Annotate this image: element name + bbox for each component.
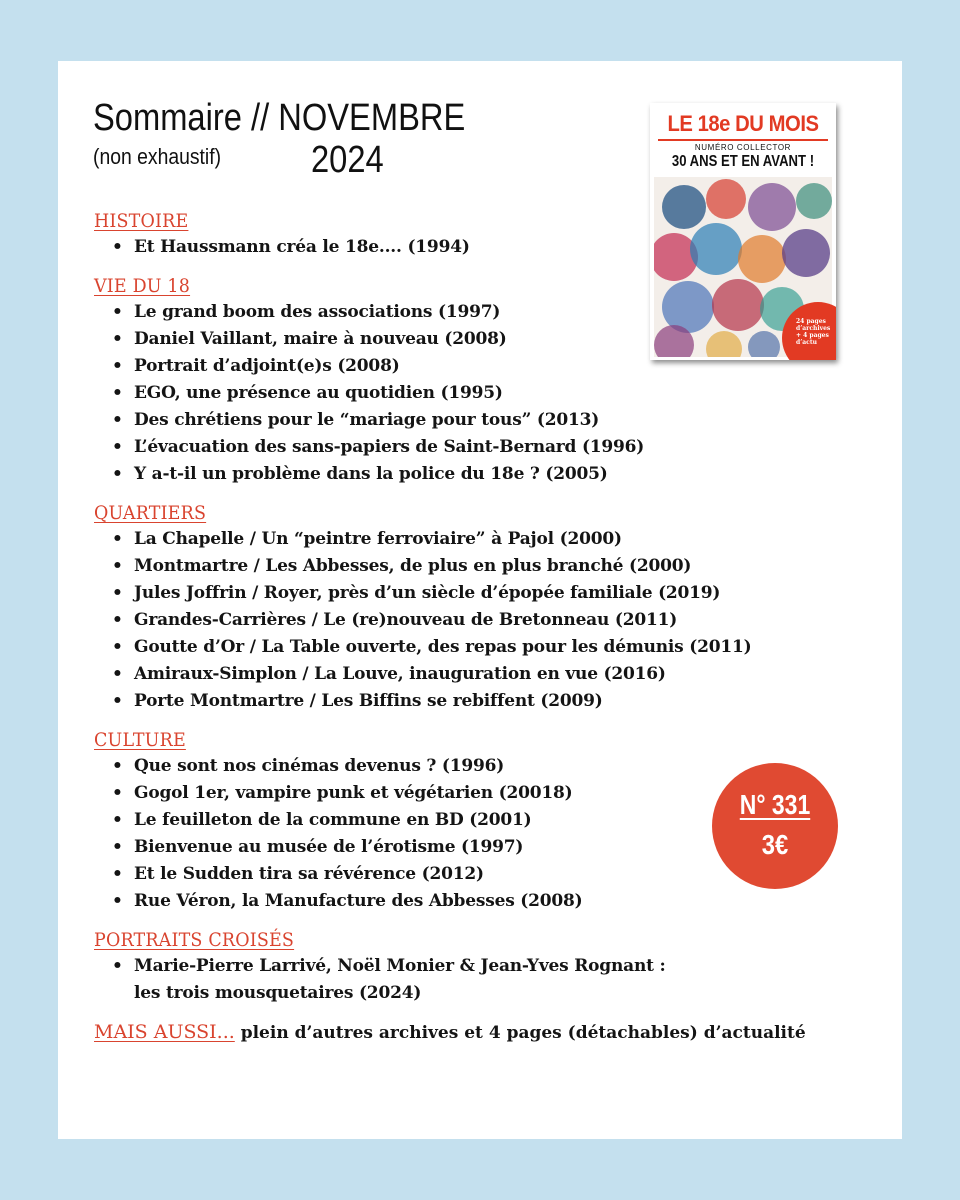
section-heading: CULTURE: [94, 729, 186, 751]
list-item: • Y a-t-il un problème dans la police du 18e ? (2005): [112, 461, 854, 488]
price-badge: [712, 763, 838, 889]
list-item: • La Chapelle / Un “peintre ferroviaire” à Pajol (2000): [112, 526, 854, 553]
list-item: • EGO, une présence au quotidien (1995): [112, 380, 854, 407]
section-heading: PORTRAITS CROISÉS: [94, 929, 295, 951]
cover-badge: 24 pages d’archives + 4 pages d’actu: [782, 302, 836, 360]
section: [94, 273, 854, 488]
list-item: • Rue Véron, la Manufacture des Abbesses (2008): [112, 888, 854, 915]
list-item: • Amiraux-Simplon / La Louve, inauguration en vue (2016): [112, 661, 854, 688]
section: [94, 208, 854, 261]
list-item: • Marie-Pierre Larrivé, Noël Monier & Jean-Yves Rognant :: [112, 953, 854, 980]
page-subtitle: (non exhaustif): [93, 144, 222, 169]
cover-headline: 30 ANS ET EN AVANT !: [671, 153, 815, 170]
cover-rule: [658, 139, 828, 141]
section-heading: QUARTIERS: [94, 502, 207, 524]
list-item: • Montmartre / Les Abbesses, de plus en plus branché (2000): [112, 553, 854, 580]
list-item: • Grandes-Carrières / Le (re)nouveau de Bretonneau (2011): [112, 607, 854, 634]
list-item: • Et Haussmann créa le 18e.... (1994): [112, 234, 854, 261]
list-item-continuation: les trois mousquetaires (2024): [134, 983, 422, 1003]
section-heading: HISTOIRE: [94, 210, 189, 232]
summary-card: [58, 61, 902, 1139]
section: [94, 500, 854, 715]
list-item: • L’évacuation des sans-papiers de Saint-Bernard (1996): [112, 434, 854, 461]
section-items: [94, 526, 854, 715]
list-item: • Jules Joffrin / Royer, près d’un siècle d’épopée familiale (2019): [112, 580, 854, 607]
list-item: • Que sont nos cinémas devenus ? (1996): [112, 753, 854, 780]
section-items: [94, 234, 854, 261]
cover-logo: LE 18e DU MOIS: [667, 111, 819, 136]
list-item: • Porte Montmartre / Les Biffins se rebiffent (2009): [112, 688, 854, 715]
list-item: • Le feuilleton de la commune en BD (2001): [112, 807, 854, 834]
section-heading: VIE DU 18: [94, 275, 191, 297]
list-item: • Daniel Vaillant, maire à nouveau (2008): [112, 326, 854, 353]
section-items: [94, 299, 854, 488]
section: [94, 927, 854, 1007]
cover-kicker: NUMÉRO COLLECTOR: [694, 143, 792, 152]
page-title: Sommaire // NOVEMBRE: [93, 97, 466, 139]
list-item: • Bienvenue au musée de l’érotisme (1997): [112, 834, 854, 861]
page-year: 2024: [311, 139, 384, 181]
issue-number: N° 331: [739, 789, 811, 820]
extra-text: plein d’autres archives et 4 pages (détachables) d’actualité: [234, 1023, 806, 1043]
price-label: 3€: [761, 829, 789, 860]
list-item: • Et le Sudden tira sa révérence (2012): [112, 861, 854, 888]
list-item: • Gogol 1er, vampire punk et végétarien (20018): [112, 780, 854, 807]
table-of-contents: [94, 208, 854, 1047]
list-item: • Le grand boom des associations (1997): [112, 299, 854, 326]
list-item: • Portrait d’adjoint(e)s (2008): [112, 353, 854, 380]
extra-label: MAIS AUSSI...: [94, 1021, 235, 1043]
list-item: • Des chrétiens pour le “mariage pour tous” (2013): [112, 407, 854, 434]
extra-row: [94, 1019, 854, 1047]
list-item: • Goutte d’Or / La Table ouverte, des repas pour les démunis (2011): [112, 634, 854, 661]
title-block: [93, 96, 526, 181]
section-items: [94, 953, 854, 980]
